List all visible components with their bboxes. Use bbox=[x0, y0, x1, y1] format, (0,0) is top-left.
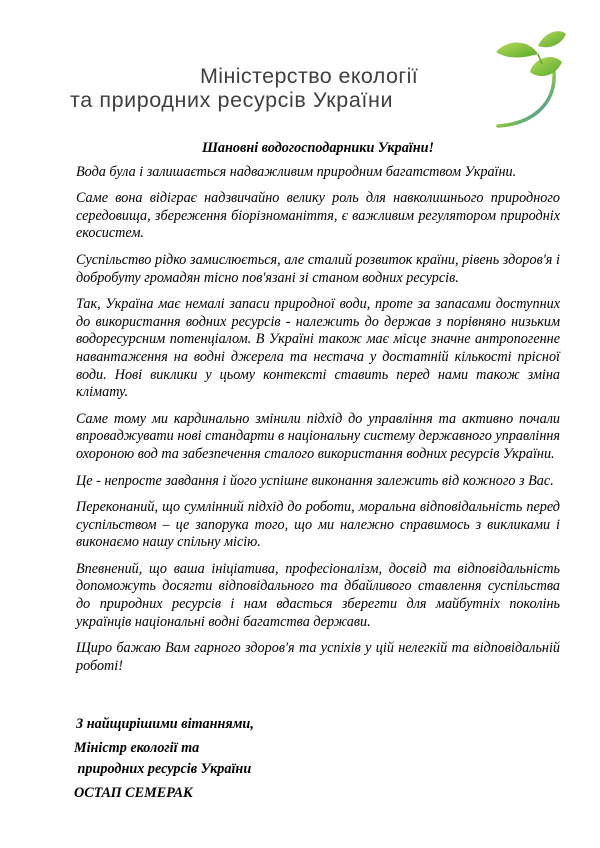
signatory-title-line1: Міністр екології та bbox=[74, 740, 200, 756]
letter-paragraph: Суспільство рідко замислюється, але сталий розвиток країни, рівень здоров'я і добробуту громадян тісно пов'язані зі станом водних ресурсів. bbox=[76, 251, 560, 286]
letter-greeting: Шановні водогосподарники України! bbox=[201, 140, 435, 156]
letter-paragraph: Так, Україна має немалі запаси природної води, проте за запасами доступних до використання водних ресурсів - належить до держав з порівняно низьким водоресурсним потенціалом. В Україні також має місце значне антропогенне навантаження на водні джерела та нестача у достатній кількості прісної води. Нові виклики у цьому контексті ставить перед нами також зміна клімату. bbox=[76, 296, 560, 401]
letter-paragraph: Саме тому ми кардинально змінили підхід до управління та активно почали впроваджувати нові стандарти в національну систему державного управління охороною вод та забезпечення сталого використання водних ресурсів України. bbox=[76, 410, 560, 462]
ministry-logo-icon bbox=[490, 28, 568, 128]
signatory-title-line2: природних ресурсів України bbox=[74, 761, 252, 777]
letter-paragraph: Це - непросте завдання і його успішне виконання залежить від кожного з Вас. bbox=[76, 472, 554, 489]
letter-paragraph: Переконаний, що сумлінний підхід до роботи, моральна відповідальність перед суспільством – це запорука того, що ми належно справимось з викликами і виконаємо нашу спільну місію. bbox=[76, 499, 560, 551]
closing-regards: З найщирішими вітаннями, bbox=[76, 716, 254, 732]
letter-paragraph: Щиро бажаю Вам гарного здоров'я та успіхів у цій нелегкій та відповідальній роботі! bbox=[76, 640, 560, 674]
signatory-name: ОСТАП СЕМЕРАК bbox=[74, 785, 193, 801]
letterhead bbox=[0, 0, 600, 130]
letter-paragraph: Вода була і залишається надважливим природним багатством України. bbox=[76, 163, 517, 180]
ministry-name-line2: та природних ресурсів України bbox=[70, 88, 394, 112]
letter-paragraph: Саме вона відіграє надзвичайно велику роль для навколишнього природного середовища, збереження біорізноманіття, є важливим регулятором природніх екосистем. bbox=[76, 190, 560, 242]
letter-paragraph: Впевнений, що ваша ініціатива, професіоналізм, досвід та відповідальність допоможуть досягти відповідального та дбайливого ставлення суспільства до природних ресурсів і нам вдасться зберегти для майбутніх поколінь українців національні водні багатства держави. bbox=[76, 560, 560, 630]
ministry-name-line1: Міністерство екології bbox=[200, 64, 419, 88]
letter-body bbox=[76, 140, 560, 684]
